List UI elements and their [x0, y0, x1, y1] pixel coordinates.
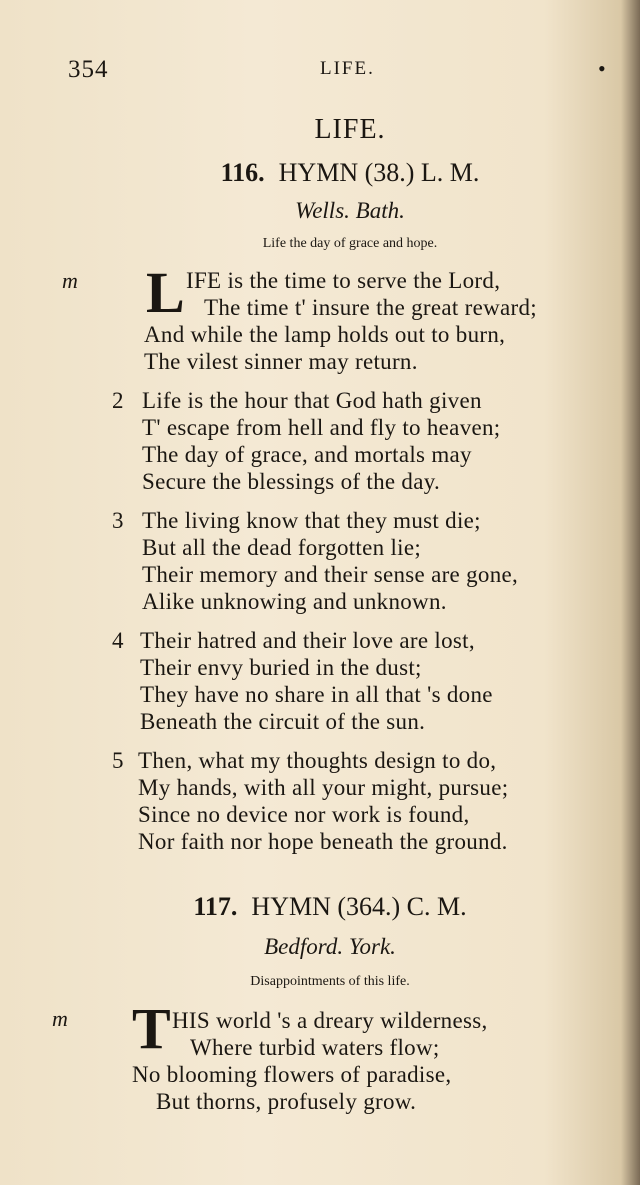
verse-line: The vilest sinner may return. — [144, 349, 418, 374]
hymn-116-marginal-mark: m — [62, 268, 78, 293]
hymn-117-subject: Disappointments of this life. — [250, 974, 410, 989]
hymn-number: 117. — [193, 892, 238, 921]
hymn-meter: HYMN (38.) L. M. — [278, 158, 480, 187]
verse-line: The living know that they must die; — [142, 508, 481, 533]
hymn-116-subject: Life the day of grace and hope. — [262, 236, 438, 251]
verse-line: Their hatred and their love are lost, — [140, 628, 475, 653]
verse-line: HIS world 's a dreary wilderness, — [172, 1008, 488, 1033]
page-header — [0, 56, 640, 86]
verse-line: Nor faith nor hope beneath the ground. — [138, 829, 508, 854]
verse-line: IFE is the time to serve the Lord, — [186, 268, 501, 293]
verse-line: My hands, with all your might, pursue; — [138, 775, 509, 800]
verse-line: The day of grace, and mortals may — [142, 442, 472, 467]
verse-line: The time t' insure the great reward; — [204, 295, 537, 320]
hymn-meter: HYMN (364.) C. M. — [251, 892, 467, 921]
verse-line: Alike unknowing and unknown. — [142, 589, 447, 614]
stanza-number: 2 — [112, 388, 124, 413]
verse-line: Life is the hour that God hath given — [142, 388, 482, 413]
stanza-number: 3 — [112, 508, 124, 533]
hymn-117-dropcap: T — [132, 996, 171, 1061]
running-title: LIFE. — [320, 58, 375, 79]
verse-line: They have no share in all that 's done — [140, 682, 493, 707]
stanza-number: 5 — [112, 748, 124, 773]
hymn-number: 116. — [220, 158, 265, 187]
verse-line: Their envy buried in the dust; — [140, 655, 422, 680]
verse-line: Secure the blessings of the day. — [142, 469, 441, 494]
verse-line: Where turbid waters flow; — [190, 1035, 440, 1060]
verse-line: But thorns, profusely grow. — [156, 1089, 417, 1114]
header-mark: • — [598, 56, 606, 81]
verse-line: Beneath the circuit of the sun. — [140, 709, 426, 734]
hymn-117-heading — [0, 892, 640, 922]
verse-line: Since no device nor work is found, — [138, 802, 470, 827]
verse-line: No blooming flowers of paradise, — [132, 1062, 452, 1087]
verse-line: T' escape from hell and fly to heaven; — [142, 415, 501, 440]
hymn-116-heading — [0, 158, 640, 188]
verse-line: Then, what my thoughts design to do, — [138, 748, 497, 773]
stanza-number: 4 — [112, 628, 124, 653]
hymn-116-dropcap: L — [146, 260, 185, 325]
hymn-116-tunes: Wells. Bath. — [295, 198, 405, 223]
verse-line: And while the lamp holds out to burn, — [144, 322, 506, 347]
hymn-117-marginal-mark: m — [52, 1006, 68, 1031]
section-title: LIFE. — [314, 114, 386, 145]
verse-line: But all the dead forgotten lie; — [142, 535, 422, 560]
page-number: 354 — [68, 56, 109, 83]
verse-line: Their memory and their sense are gone, — [142, 562, 519, 587]
hymn-117-tunes: Bedford. York. — [264, 934, 396, 959]
